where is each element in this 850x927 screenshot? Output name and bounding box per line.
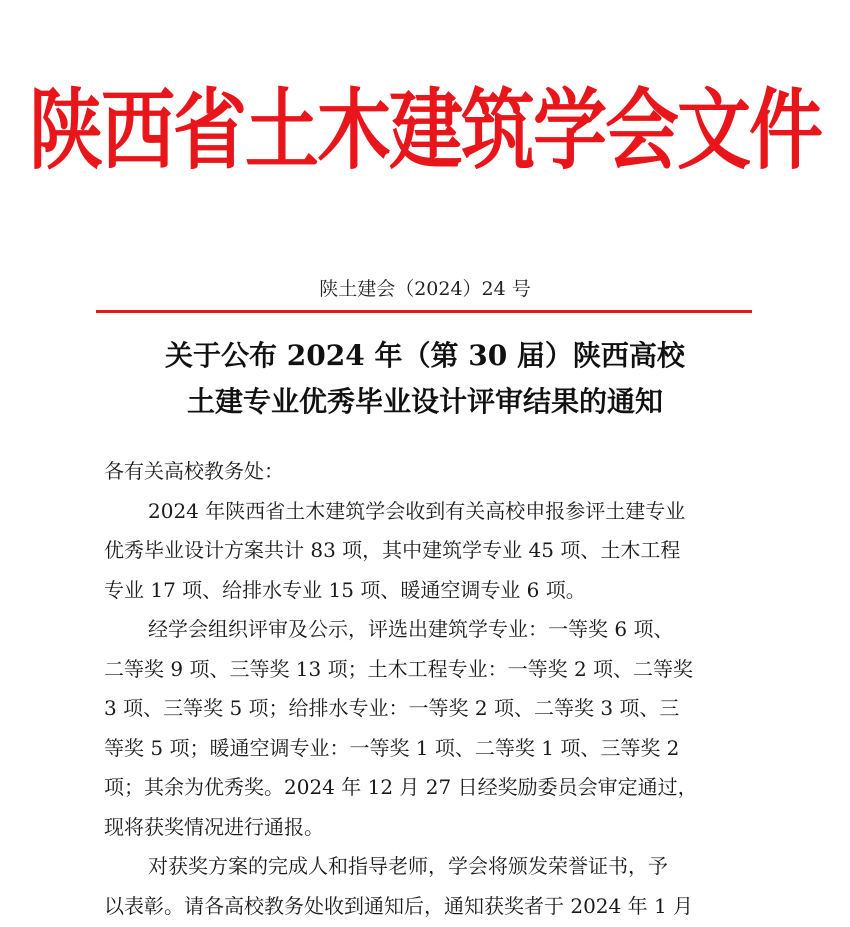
body-line: 项；其余为优秀奖。2024 年 12 月 27 日经奖励委员会审定通过， <box>104 775 698 799</box>
body-line: 2024 年陕西省土木建筑学会收到有关高校申报参评土建专业 <box>148 498 686 523</box>
body-line: 以表彰。请各高校教务处收到通知后，通知获奖者于 2024 年 1 月 <box>104 893 694 918</box>
body-line: 等奖 5 项；暖通空调专业：一等奖 1 项、二等奖 1 项、三等奖 2 <box>104 735 680 760</box>
body-line: 3 项、三等奖 5 项；给排水专业：一等奖 2 项、二等奖 3 项、三 <box>104 696 680 720</box>
notice-body <box>104 452 750 926</box>
notice-title-line-1: 关于公布 2024 年（第 30 届）陕西高校 <box>165 339 685 372</box>
document-header-title: 陕西省土木建筑学会文件 <box>29 80 821 182</box>
body-line: 二等奖 9 项、三等奖 13 项；土木工程专业：一等奖 2 项、二等奖 <box>104 656 694 681</box>
salutation: 各有关高校教务处： <box>104 459 284 483</box>
body-line: 对获奖方案的完成人和指导老师，学会将颁发荣誉证书，予 <box>148 854 668 878</box>
body-line: 经学会组织评审及公示，评选出建筑学专业：一等奖 6 项、 <box>148 617 674 641</box>
notice-title-line-2: 土建专业优秀毕业设计评审结果的通知 <box>186 385 663 418</box>
notice-title <box>0 333 850 425</box>
header-divider <box>96 310 752 313</box>
body-line: 优秀毕业设计方案共计 83 项，其中建筑学专业 45 项、土木工程 <box>104 538 681 562</box>
body-line: 专业 17 项、给排水专业 15 项、暖通空调专业 6 项。 <box>104 577 586 602</box>
body-line: 现将获奖情况进行通报。 <box>104 814 324 839</box>
document-number: 陕土建会（2024）24 号 <box>319 278 531 300</box>
